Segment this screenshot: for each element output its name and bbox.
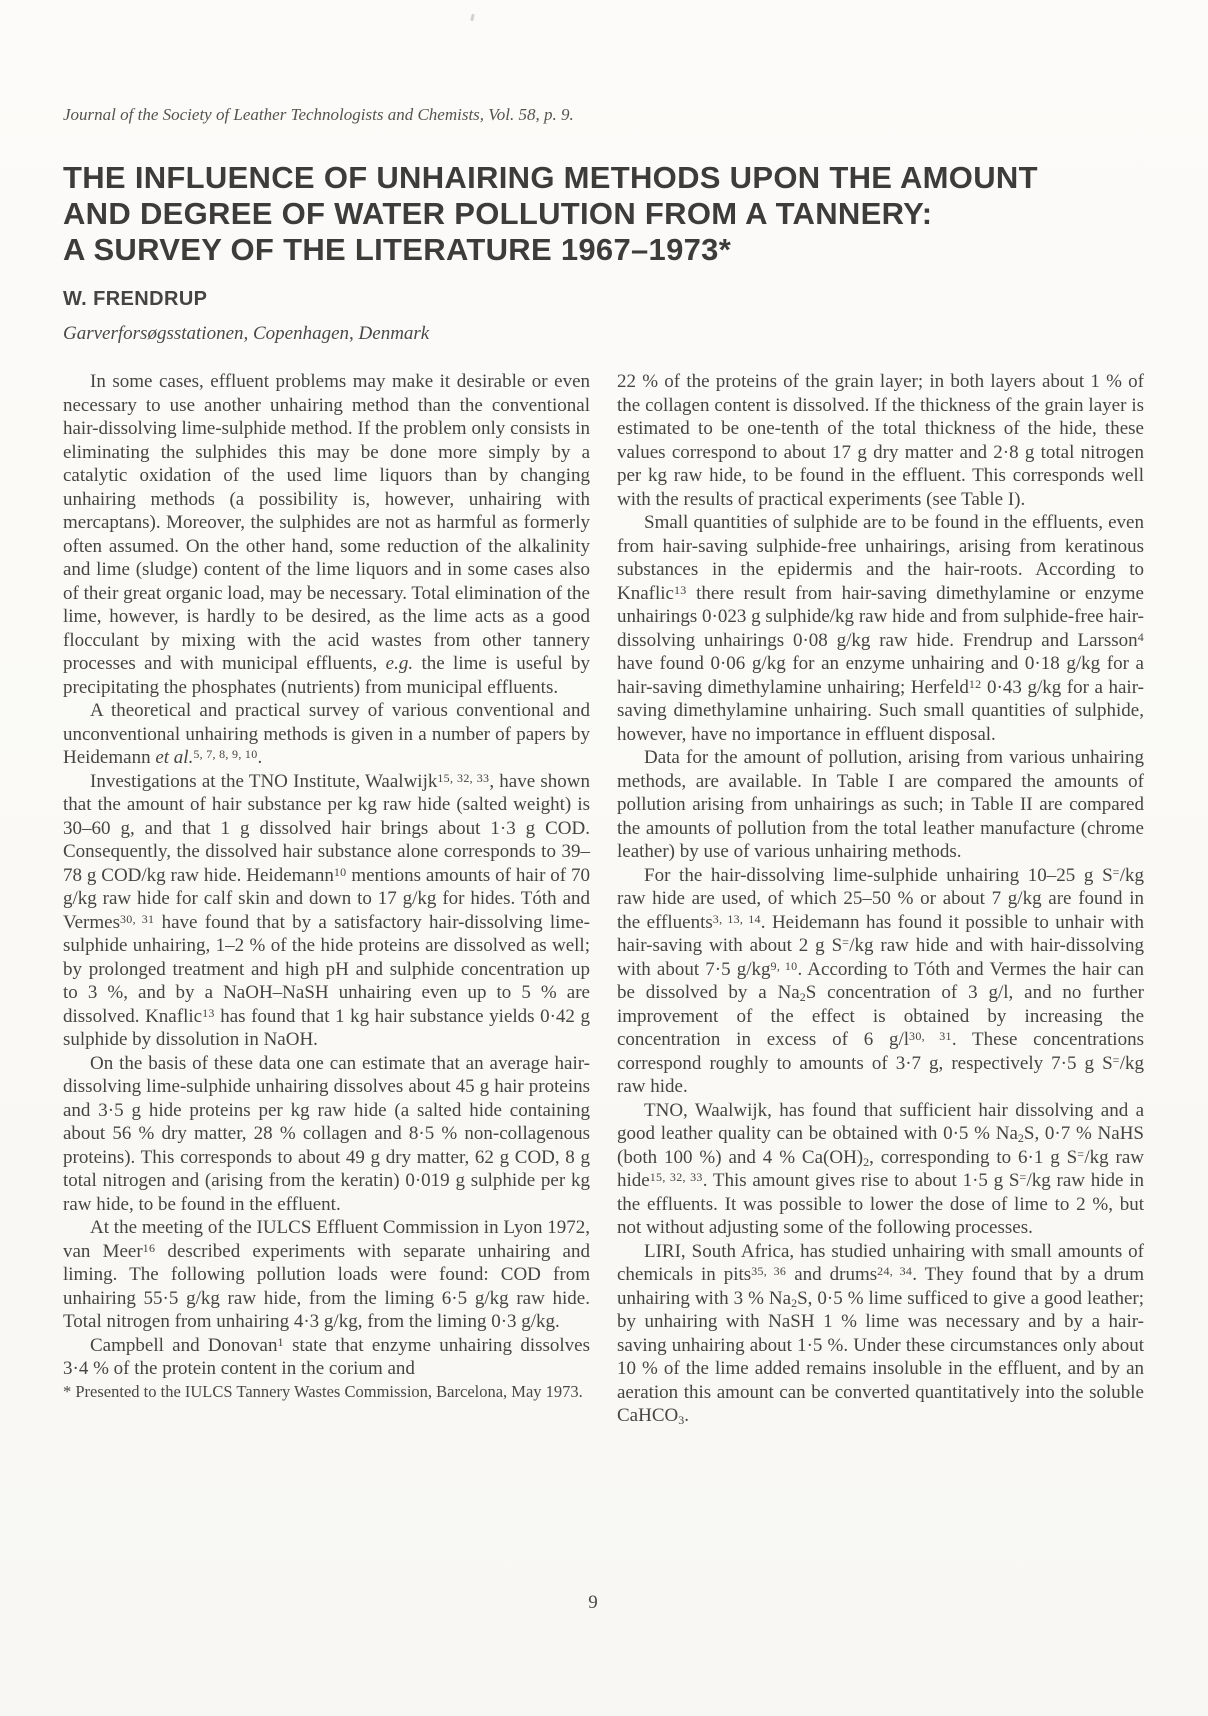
- paragraph: Small quantities of sulphide are to be found in the effluents, even from hair-saving sulphide-free unhairings, arising from keratinous substances in the epidermis and the hair-roots. According to Knaflic$^{13}$ there result from hair-saving dimethylamine or enzyme unhairings 0·023 g sulphide/kg raw hide and from sulphide-free hair-dissolving unhairings 0·08 g/kg raw hide. Frendrup and Larsson$^4$ have found 0·06 g/kg for an enzyme unhairing and 0·18 g/kg for a hair-saving dimethylamine unhairing; Herfeld$^{12}$ 0·43 g/kg for a hair-saving dimethylamine unhairing. Such small quantities of sulphide, however, have no importance in effluent disposal.: [617, 512, 1144, 745]
- journal-citation-line: Journal of the Society of Leather Technologists and Chemists, Vol. 58, p. 9.: [63, 105, 574, 124]
- paragraph: Campbell and Donovan$^1$ state that enzyme unhairing dissolves 3·4 % of the protein content in the corium and: [63, 1334, 590, 1379]
- article-title-line-1: THE INFLUENCE OF UNHAIRING METHODS UPON THE AMOUNT: [63, 160, 1038, 195]
- paragraph: TNO, Waalwijk, has found that sufficient hair dissolving and a good leather quality can be obtained with 0·5 % $Na_2S$, 0·7 % NaHS (both 100 %) and 4 % $Ca(OH)_2$, corresponding to 6·1 g S=/kg raw hide$^{15, 32, 33}$. This amount gives rise to about 1·5 g S=/kg raw hide in the effluents. It was possible to lower the dose of lime to 2 %, but not without adjusting some of the following processes.: [617, 1099, 1144, 1238]
- article-title-line-2: AND DEGREE OF WATER POLLUTION FROM A TANNERY:: [63, 196, 933, 231]
- paragraph: Data for the amount of pollution, arising from various unhairing methods, are available. In Table I are compared the amounts of pollution arising from unhairings as such; in Table II are compared the amounts of pollution from the total leather manufacture (chrome leather) by use of various unhairing methods.: [617, 747, 1144, 862]
- paragraph: On the basis of these data one can estimate that an average hair-dissolving lime-sulphide unhairing dissolves about 45 g hair proteins and 3·5 g hide proteins per kg raw hide (a salted hide containing about 56 % dry matter, 28 % collagen and 8·5 % non-collagenous proteins). This corresponds to about 49 g dry matter, 62 g COD, 8 g total nitrogen and (arising from the keratin) 0·019 g sulphide per kg raw hide, to be found in the effluent.: [63, 1052, 590, 1215]
- page-number: 9: [588, 1592, 598, 1613]
- paragraph: Investigations at the TNO Institute, Waalwijk$^{15, 32, 33}$, have shown that the amount of hair substance per kg raw hide (salted weight) is 30–60 g, and that 1 g dissolved hair brings about 1·3 g COD. Consequently, the dissolved hair substance alone corresponds to 39–78 g COD/kg raw hide. Heidemann$^{10}$ mentions amounts of hair of 70 g/kg raw hide for calf skin and down to 17 g/kg for hides. Tóth and Vermes$^{30, 31}$ have found that by a satisfactory hair-dissolving lime-sulphide unhairing, 1–2 % of the hide proteins are dissolved as well; by prolonged treatment and high pH and sulphide concentration up to 3 %, and by a NaOH–NaSH unhairing even up to 5 % are dissolved. Knaflic$^{13}$ has found that 1 kg hair substance yields 0·42 g sulphide by dissolution in NaOH.: [63, 770, 590, 1050]
- right-column: [617, 370, 1144, 1428]
- paragraph: LIRI, South Africa, has studied unhairing with small amounts of chemicals in pits$^{35, 36}$ and drums$^{24, 34}$. They found that by a drum unhairing with 3 % $Na_2S$, 0·5 % lime sufficed to give a good leather; by unhairing with NaSH 1 % lime was necessary and by a hair-saving unhairing about 1·5 %. Under these circumstances only about 10 % of the lime added remains insoluble in the effluent, and by an aeration this amount can be converted quantitatively into the soluble CaHCO$_3$.: [617, 1240, 1144, 1427]
- left-column-paragraphs: [63, 370, 590, 1381]
- paragraph: At the meeting of the IULCS Effluent Commission in Lyon 1972, van Meer$^{16}$ described experiments with separate unhairing and liming. The following pollution loads were found: COD from unhairing 55·5 g/kg raw hide, from the liming 6·5 g/kg raw hide. Total nitrogen from unhairing 4·3 g/kg, from the liming 0·3 g/kg.: [63, 1217, 590, 1332]
- body-columns: [63, 370, 1145, 1428]
- paragraph: 22 % of the proteins of the grain layer; in both layers about 1 % of the collagen content is dissolved. If the thickness of the grain layer is estimated to be one-tenth of the total thickness of the hide, these values correspond to about 17 g dry matter and 2·8 g total nitrogen per kg raw hide, to be found in the effluent. This corresponds well with the results of practical experiments (see Table I).: [617, 371, 1144, 510]
- article-title: [63, 160, 1145, 268]
- footnote: * Presented to the IULCS Tannery Wastes Commission, Barcelona, May 1973.: [63, 1381, 583, 1401]
- page-content: [63, 0, 1145, 1428]
- author-affiliation: Garverforsøgsstationen, Copenhagen, Denmark: [63, 323, 430, 344]
- article-title-line-3: A SURVEY OF THE LITERATURE 1967–1973*: [63, 232, 732, 267]
- paragraph: In some cases, effluent problems may make it desirable or even necessary to use another unhairing method than the conventional hair-dissolving lime-sulphide method. If the problem only consists in eliminating the sulphides this may be done more simply by a catalytic oxidation of the used lime liquors than by changing unhairing methods (a possibility is, however, unhairing with mercaptans). Moreover, the sulphides are not as harmful as formerly often assumed. On the other hand, some reduction of the alkalinity and lime (sludge) content of the lime liquors and in some cases also of their great organic load, may be necessary. Total elimination of the lime, however, is hardly to be desired, as the lime acts as a good flocculant by mixing with the acid wastes from other tannery processes and with municipal effluents, e.g. the lime is useful by precipitating the phosphates (nutrients) from municipal effluents.: [63, 371, 590, 698]
- paragraph: For the hair-dissolving lime-sulphide unhairing 10–25 g S=/kg raw hide are used, of which 25–50 % or about 7 g/kg are found in the effluents$^{3, 13, 14}$. Heidemann has found it possible to unhair with hair-saving with about 2 g S=/kg raw hide and with hair-dissolving with about 7·5 g/kg$^{9, 10}$. According to Tóth and Vermes the hair can be dissolved by a $Na_2S$ concentration of 3 g/l, and no further improvement of the effect is obtained by increasing the concentration in excess of 6 $g/l^{30, 31}$. These concentrations correspond roughly to amounts of 3·7 g, respectively 7·5 g S=/kg raw hide.: [617, 864, 1145, 1097]
- right-column-paragraphs: [617, 370, 1144, 1428]
- left-column: [63, 370, 590, 1428]
- paragraph: A theoretical and practical survey of various conventional and unconventional unhairing methods is given in a number of papers by Heidemann et al.$^{5, 7, 8, 9, 10}$.: [63, 700, 590, 768]
- author-name: W. FRENDRUP: [63, 288, 208, 310]
